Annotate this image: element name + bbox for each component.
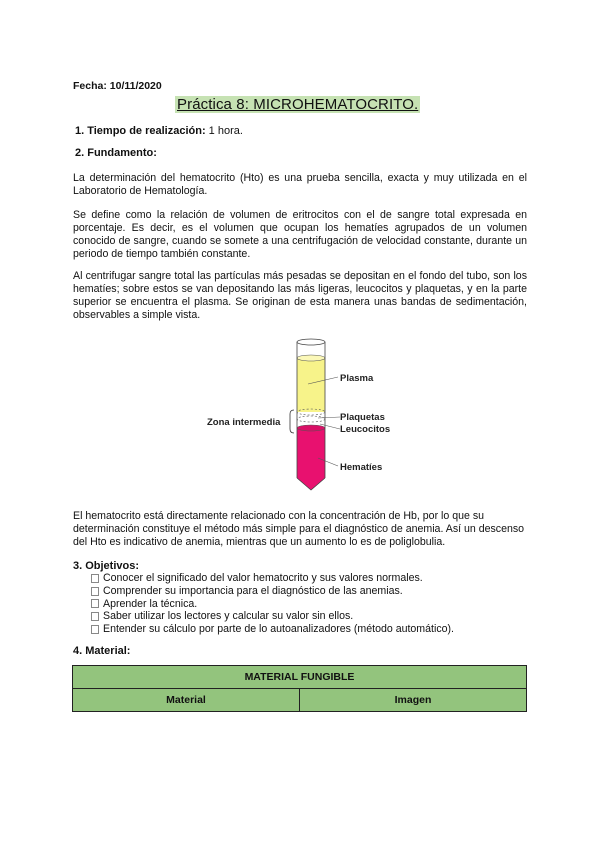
list-item: Aprender la técnica. <box>91 598 454 611</box>
section-material-heading: 4. Material: <box>73 645 131 657</box>
hematocrit-tube-figure <box>200 330 420 500</box>
checkbox-bullet-icon <box>91 574 99 583</box>
section-objetivos-heading: 3. Objetivos: <box>73 560 140 572</box>
objetivos-list <box>91 572 454 636</box>
section-tiempo-value: 1 hora. <box>205 125 243 137</box>
label-zona-intermedia: Zona intermedia <box>207 417 281 428</box>
paragraph-4: El hematocrito está directamente relacionado con la concentración de Hb, por lo que su determinación constituye el método más simple para el diagnóstico de anemia. Así un descenso del Hto es indicativo de anemia, mientras que un aumento lo es de poliglobulia. <box>73 510 525 548</box>
paragraph-2: Se define como la relación de volumen de eritrocitos con el de sangre total expresada en porcentaje. Es decir, es el volumen que ocupan los hematíes agrupados de un volumen conocido de sangre, cuando se somete a una centrifugación de velocidad constante, durante un periodo de tiempo también constante. <box>73 209 527 260</box>
list-item: Entender su cálculo por parte de lo autoanalizadores (método automático). <box>91 623 454 636</box>
column-header-material: Material <box>73 689 300 712</box>
section-fundamento-heading: 2. Fundamento: <box>75 147 157 159</box>
label-hematies: Hematíes <box>340 462 383 473</box>
checkbox-bullet-icon <box>91 587 99 596</box>
label-plaquetas: Plaquetas <box>340 412 385 423</box>
label-plasma: Plasma <box>340 373 374 384</box>
section-tiempo <box>75 125 243 137</box>
checkbox-bullet-icon <box>91 625 99 634</box>
paragraph-3: Al centrifugar sangre total las partículas más pesadas se depositan en el fondo del tubo, son los hematíes; sobre estos se van depositando las más ligeras, leucocitos y plaquetas, y en la parte superior se encuentra el plasma. Se originan de esta manera unas bandas de sedimentación, observables a simple vista. <box>73 270 527 321</box>
section-tiempo-label: 1. Tiempo de realización: <box>75 125 206 137</box>
date-label: Fecha: 10/11/2020 <box>73 80 162 92</box>
material-table <box>72 665 527 712</box>
plasma-band <box>297 358 325 412</box>
page-title: Práctica 8: MICROHEMATOCRITO. <box>177 96 419 113</box>
label-leucocitos: Leucocitos <box>340 424 391 435</box>
list-item: Conocer el significado del valor hematocrito y sus valores normales. <box>91 572 454 585</box>
list-item: Saber utilizar los lectores y calcular su valor sin ellos. <box>91 610 454 623</box>
column-header-imagen: Imagen <box>300 689 527 712</box>
list-item: Comprender su importancia para el diagnóstico de las anemias. <box>91 585 454 598</box>
checkbox-bullet-icon <box>91 612 99 621</box>
checkbox-bullet-icon <box>91 599 99 608</box>
material-table-title: MATERIAL FUNGIBLE <box>73 666 527 689</box>
paragraph-1: La determinación del hematocrito (Hto) es una prueba sencilla, exacta y muy utilizada en el Laboratorio de Hematología. <box>73 172 527 197</box>
